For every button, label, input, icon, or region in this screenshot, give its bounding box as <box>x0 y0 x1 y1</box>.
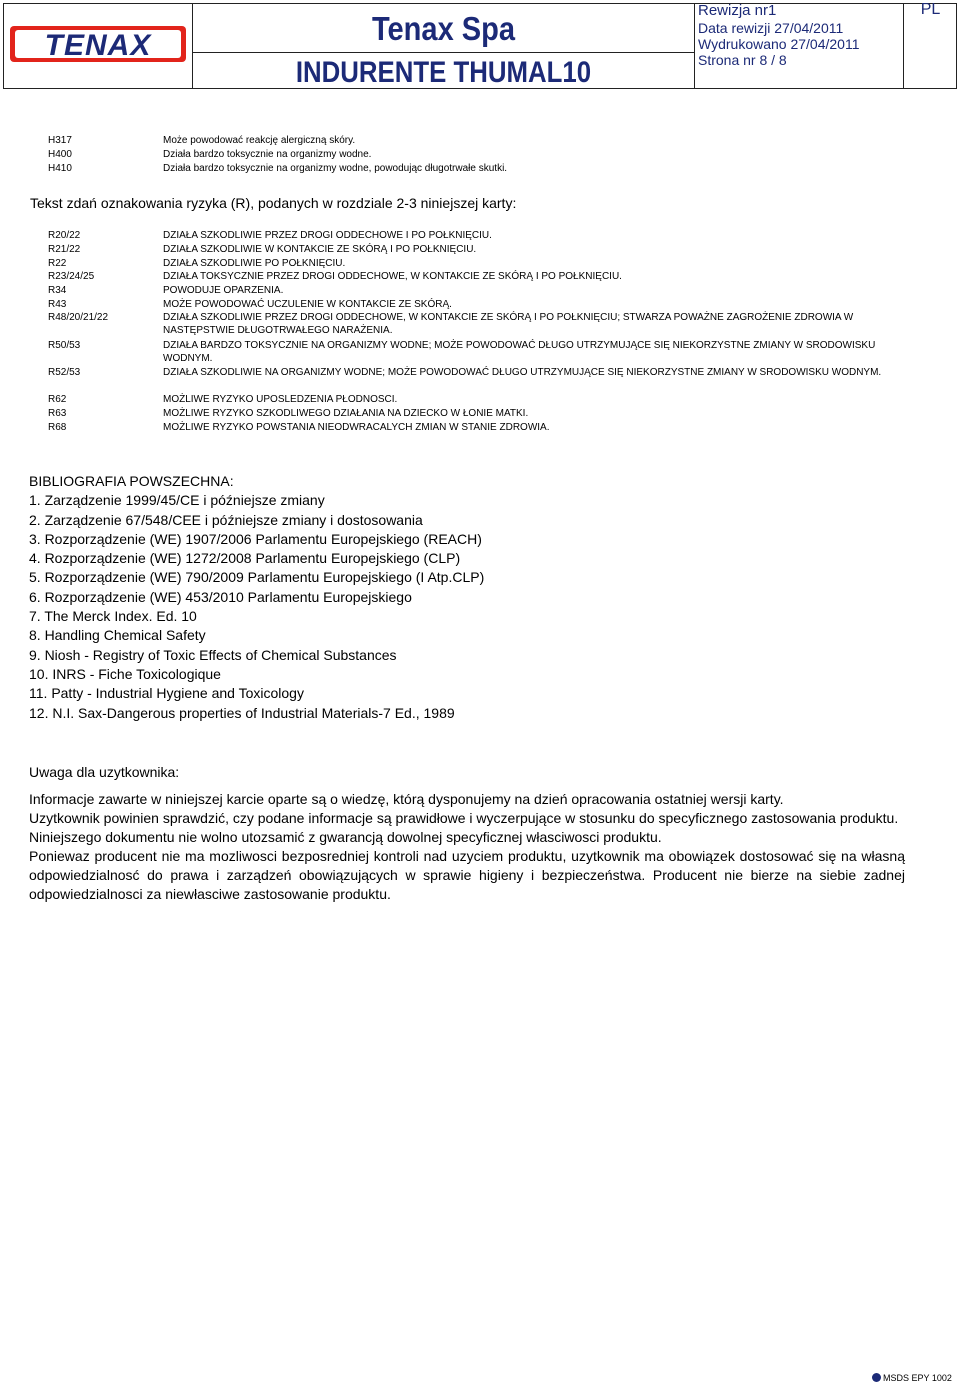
page-number: Strona nr 8 / 8 <box>698 52 787 68</box>
user-note-paragraph: Uzytkownik powinien sprawdzić, czy podane informacje są prawidłowe i wyczerpujące w stosunku do specyficznego zastosowania produktu. <box>29 810 899 826</box>
phrase-code: R23/24/25 <box>48 271 95 282</box>
phrase-code: H400 <box>48 149 72 160</box>
phrase-text: DZIAŁA SZKODLIWIE W KONTAKCIE ZE SKÓRĄ I PO POŁKNIĘCIU. <box>163 244 477 255</box>
phrase-text: MOŻLIWE RYZYKO UPOSLEDZENIA PŁODNOSCI. <box>163 394 398 405</box>
phrase-code: R43 <box>48 299 67 310</box>
bibliography-item: 12. N.I. Sax-Dangerous properties of Industrial Materials-7 Ed., 1989 <box>29 704 455 721</box>
phrase-text: DZIAŁA SZKODLIWIE PRZEZ DROGI ODDECHOWE, W KONTAKCIE ZE SKÓRĄ I PO POŁKNIĘCIU; STWARZA POWAŻNE ZAGROŻENIE ZDROWIA W NASTĘPSTWIE DŁUGOTRWAŁEGO NARAŻENIA. <box>163 312 854 336</box>
footer-logo-icon <box>872 1373 881 1382</box>
phrase-code: R52/53 <box>48 367 81 378</box>
bibliography-item: 7. The Merck Index. Ed. 10 <box>29 608 197 625</box>
phrase-text: Działa bardzo toksycznie na organizmy wodne. <box>163 149 372 160</box>
tenax-logo <box>8 16 188 72</box>
bibliography-item: 8. Handling Chemical Safety <box>29 627 206 644</box>
header-divider <box>694 3 695 89</box>
bibliography-item: 4. Rozporządzenie (WE) 1272/2008 Parlamentu Europejskiego (CLP) <box>29 550 461 567</box>
phrase-code: R50/53 <box>48 340 81 351</box>
phrase-code: R21/22 <box>48 244 81 255</box>
company-name: Tenax Spa <box>371 10 516 47</box>
user-note-paragraph: Poniewaz producent nie ma mozliwosci bezposredniej kontroli nad uzyciem produktu, uzytkownik ma obowiązek dostosować się na własną odpowiedzialnosć do prawa i zarządzeń obowiązujących w sprawie higieny i bezpieczeństwa. Producent nie bierze na siebie zadnej odpowiedzialnosci za niewłasciwe zastosowanie produktu. <box>29 848 905 902</box>
bibliography-item: 3. Rozporządzenie (WE) 1907/2006 Parlamentu Europejskiego (REACH) <box>29 530 482 547</box>
bibliography-item: 9. Niosh - Registry of Toxic Effects of Chemical Substances <box>29 646 397 663</box>
revision-date: Data rewizji 27/04/2011 <box>698 20 844 36</box>
r-section-title: Tekst zdań oznakowania ryzyka (R), podanych w rozdziale 2-3 niniejszej karty: <box>30 195 517 211</box>
bibliography-item: 11. Patty - Industrial Hygiene and Toxicology <box>29 685 304 702</box>
phrase-code: R62 <box>48 394 67 405</box>
logo-text: TENAX <box>44 29 152 62</box>
bibliography-item: 6. Rozporządzenie (WE) 453/2010 Parlamentu Europejskiego <box>29 588 412 605</box>
bibliography-item: 2. Zarządzenie 67/548/CEE i późniejsze zmiany i dostosowania <box>29 511 423 528</box>
footer-code: MSDS EPY 1002 <box>883 1373 952 1383</box>
bibliography-title: BIBLIOGRAFIA POWSZECHNA: <box>29 473 234 489</box>
phrase-code: H317 <box>48 135 72 146</box>
bibliography-item: 10. INRS - Fiche Toxicologique <box>29 665 221 682</box>
phrase-text: DZIAŁA SZKODLIWIE PO POŁKNIĘCIU. <box>163 258 346 269</box>
revision-number: Rewizja nr1 <box>698 2 777 19</box>
phrase-text: DZIAŁA SZKODLIWIE PRZEZ DROGI ODDECHOWE I PO POŁKNIĘCIU. <box>163 230 492 241</box>
bibliography-item: 5. Rozporządzenie (WE) 790/2009 Parlamentu Europejskiego (I Atp.CLP) <box>29 569 485 586</box>
phrase-text: DZIAŁA SZKODLIWIE NA ORGANIZMY WODNE; MOŻE POWODOWAĆ DŁUGO UTRZYMUJĄCE SIĘ NIEKORZYSTNE ZMIANY W SRODOWISKU WODNYM. <box>163 367 882 378</box>
header-divider <box>192 3 193 89</box>
revision-block <box>698 2 902 68</box>
language-code: PL <box>920 1 941 18</box>
bibliography-item: 1. Zarządzenie 1999/45/CE i późniejsze zmiany <box>29 492 325 509</box>
phrase-code: R68 <box>48 422 67 433</box>
phrase-code: R20/22 <box>48 230 81 241</box>
phrase-text: MOŻLIWE RYZYKO POWSTANIA NIEODWRACALYCH ZMIAN W STANIE ZDROWIA. <box>163 422 550 433</box>
print-date: Wydrukowano 27/04/2011 <box>698 36 860 52</box>
phrase-text: DZIAŁA BARDZO TOKSYCZNIE NA ORGANIZMY WODNE; MOŻE POWODOWAĆ DŁUGO UTRZYMUJĄCE SIĘ NIEKORZYSTNE ZMIANY W SRODOWISKU WODNYM. <box>163 340 876 364</box>
user-note <box>29 763 905 904</box>
phrase-code: H410 <box>48 163 72 174</box>
phrase-code: R34 <box>48 285 67 296</box>
product-name: INDURENTE THUMAL10 <box>295 56 592 89</box>
footer <box>872 1372 952 1384</box>
phrase-code: R22 <box>48 258 67 269</box>
phrase-text: DZIAŁA TOKSYCZNIE PRZEZ DROGI ODDECHOWE, W KONTAKCIE ZE SKÓRĄ I PO POŁKNIĘCIU. <box>163 271 622 282</box>
bibliography <box>29 472 484 723</box>
phrase-code: R63 <box>48 408 67 419</box>
phrase-code: R48/20/21/22 <box>48 312 109 323</box>
phrase-text: Działa bardzo toksycznie na organizmy wodne, powodując długotrwałe skutki. <box>163 163 508 174</box>
user-note-paragraph: Informacje zawarte w niniejszej karcie oparte są o wiedzę, którą dysponujemy na dzień opracowania ostatniej wersji karty. <box>29 791 784 807</box>
phrase-text: MOŻE POWODOWAĆ UCZULENIE W KONTAKCIE ZE SKÓRĄ. <box>163 299 452 310</box>
phrase-text: MOŻLIWE RYZYKO SZKODLIWEGO DZIAŁANIA NA DZIECKO W ŁONIE MATKI. <box>163 408 529 419</box>
user-note-title: Uwaga dla uzytkownika: <box>29 764 180 780</box>
user-note-paragraph: Niniejszego dokumentu nie wolno utozsamić z gwarancją dowolnej specyficznej własciwosci produktu. <box>29 829 662 845</box>
phrase-text: Może powodować reakcję alergiczną skóry. <box>163 135 356 146</box>
phrase-text: POWODUJE OPARZENIA. <box>163 285 284 296</box>
